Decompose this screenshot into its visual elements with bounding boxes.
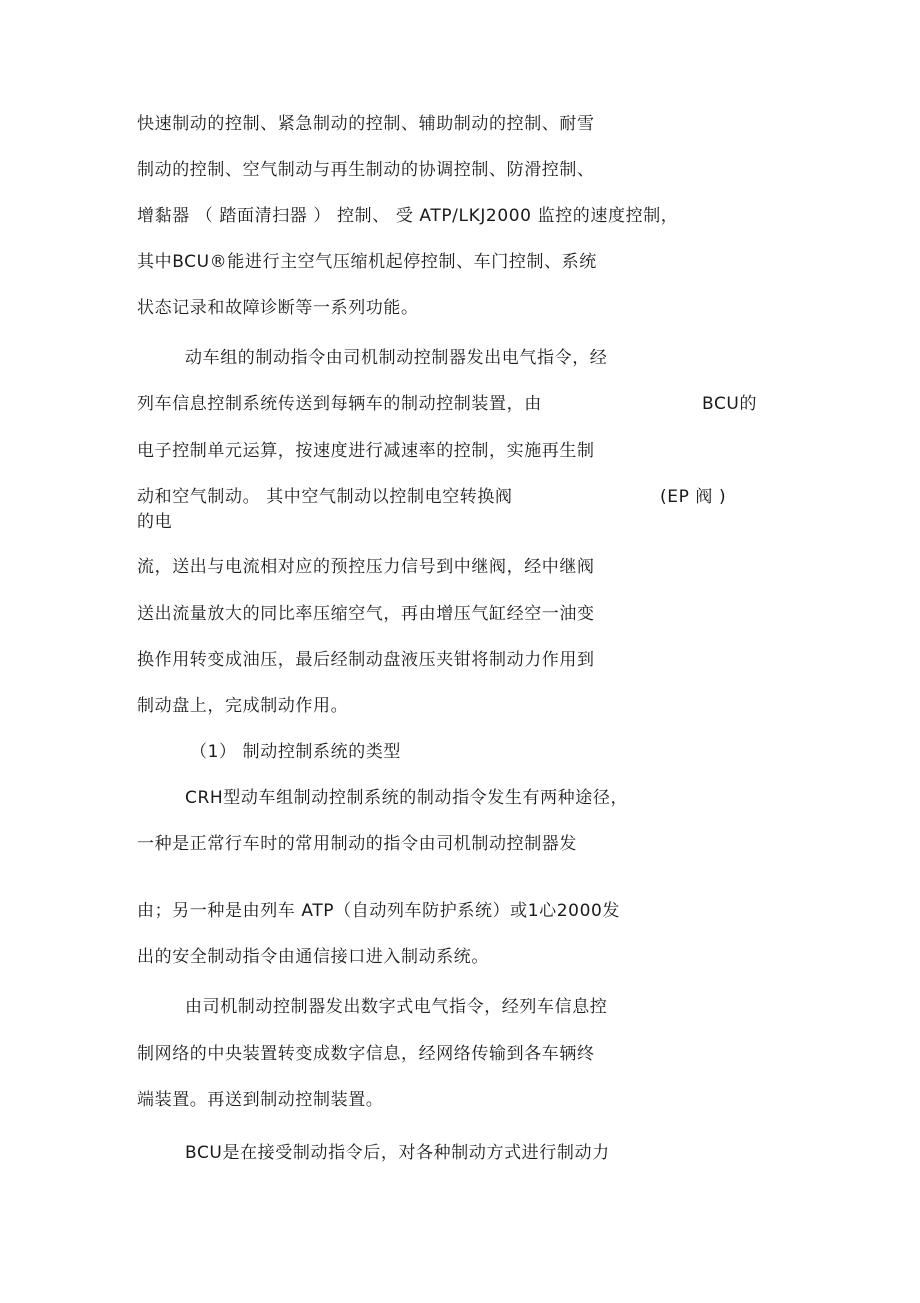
text-line: 出的安全制动指令由通信接口进入制动系统。 [137,947,489,967]
paragraph-first-line: BCU是在接受制动指令后，对各种制动方式进行制动力 [185,1143,610,1163]
paragraph-first-line: CRH型动车组制动控制系统的制动指令发生有两种途径， [185,788,629,808]
text-line: 送出流量放大的同比率压缩空气，再由增压气缸经空一油变 [137,604,595,624]
text-line: 动和空气制动。 其中空气制动以控制电空转换阀 [137,487,513,507]
text-line: 由；另一种是由列车 ATP（自动列车防护系统）或1心2000发 [137,901,621,921]
paragraph-first-line: 动车组的制动指令由司机制动控制器发出电气指令，经 [185,348,608,368]
text-line: 一种是正常行车时的常用制动的指令由司机制动控制器发 [137,834,577,854]
section-heading: （1） 制动控制系统的类型 [190,742,402,762]
paragraph-first-line: 由司机制动控制器发出数字式电气指令，经列车信息控 [185,997,608,1017]
text-line: 快速制动的控制、紧急制动的控制、辅助制动的控制、耐雪 [137,114,595,134]
text-line: 制动盘上，完成制动作用。 [137,696,349,716]
text-line: 制动的控制、空气制动与再生制动的协调控制、防滑控制、 [137,160,595,180]
text-fragment: BCU的 [702,394,758,414]
text-line: 制网络的中央装置转变成数字信息，经网络传输到各车辆终 [137,1044,595,1064]
text-line: 流，送出与电流相对应的预控压力信号到中继阀，经中继阀 [137,557,595,577]
text-line: 状态记录和故障诊断等一系列功能。 [137,298,419,318]
text-line: 端装置。再送到制动控制装置。 [137,1090,384,1110]
text-fragment: (EP 阀 ) [660,487,727,507]
text-line: 的电 [137,512,173,532]
text-line: 电子控制单元运算，按速度进行减速率的控制，实施再生制 [137,441,595,461]
text-line: 换作用转变成油压，最后经制动盘液压夹钳将制动力作用到 [137,650,595,670]
text-line: 其中BCU®能进行主空气压缩机起停控制、车门控制、系统 [137,252,597,272]
text-line: 增黏器 （ 踏面清扫器 ） 控制、 受 ATP/LKJ2000 监控的速度控制， [137,206,679,226]
text-line: 列车信息控制系统传送到每辆车的制动控制装置，由 [137,394,542,414]
